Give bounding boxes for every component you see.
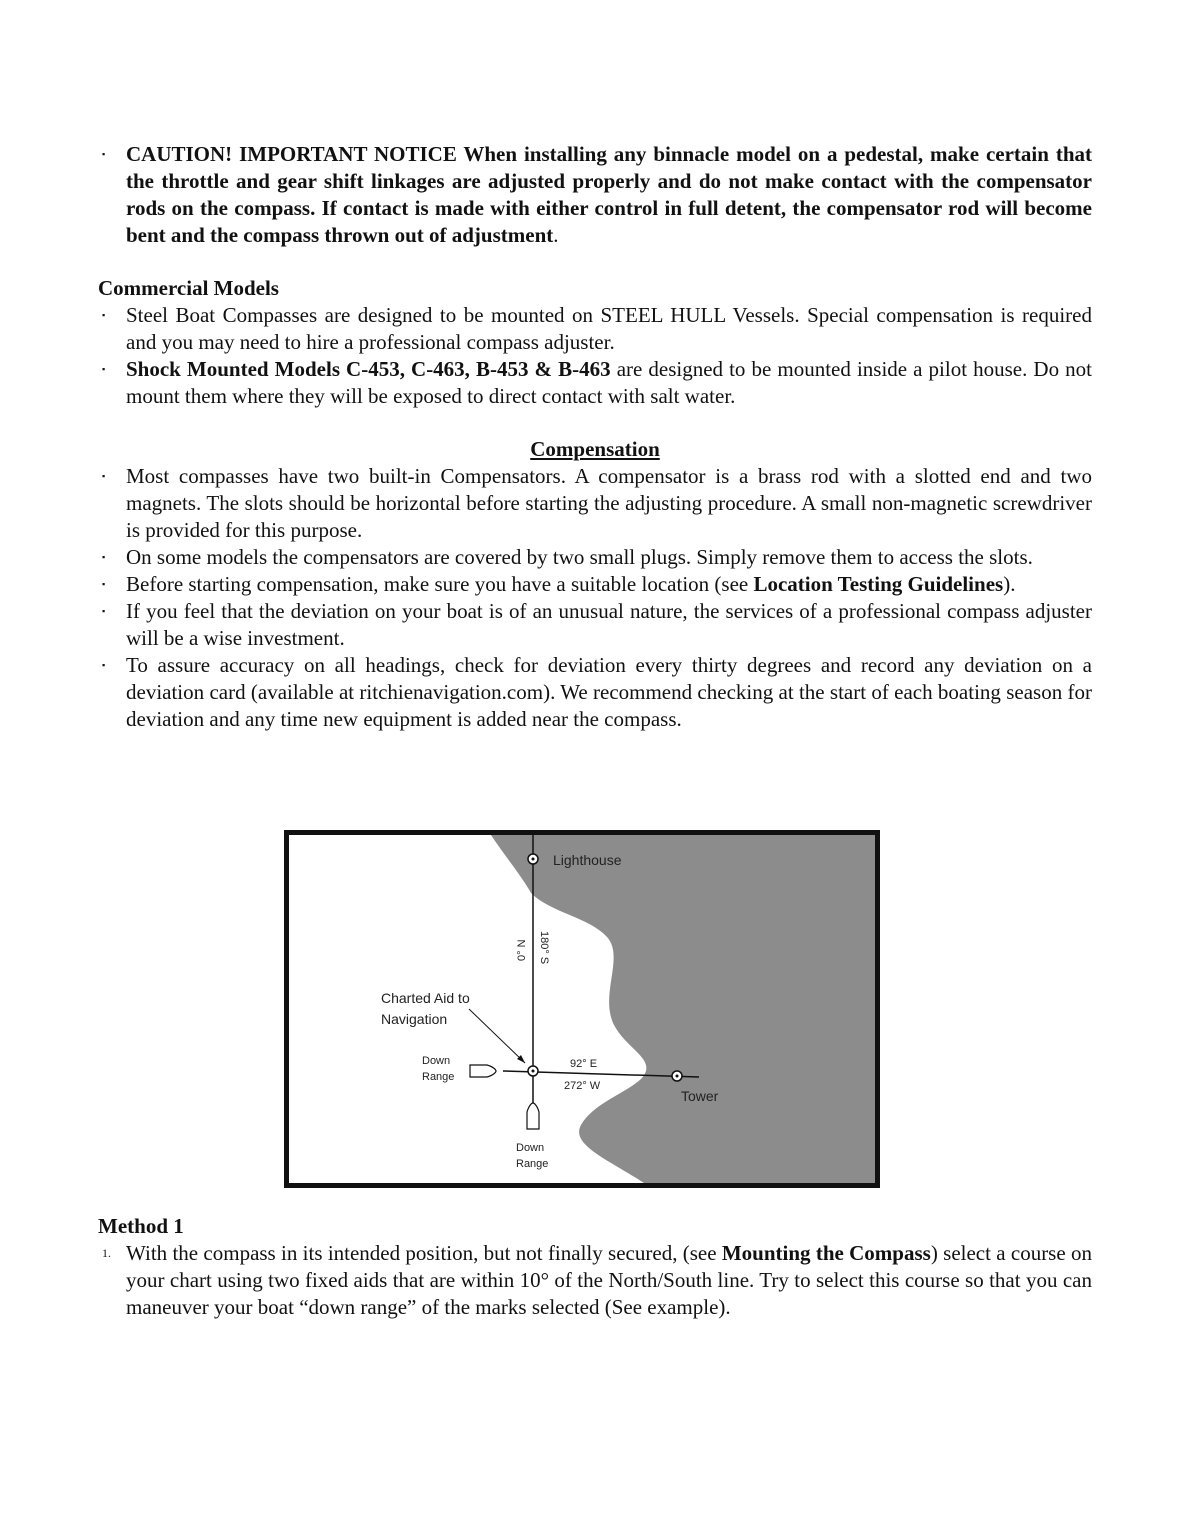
down-range-left-2: Range: [422, 1071, 455, 1083]
aid-marker: [528, 1066, 538, 1076]
item-text: ).: [1003, 572, 1016, 596]
north-label: 0° N: [516, 939, 528, 961]
pointer-arrow: [469, 1009, 525, 1063]
south-label: 180° S: [538, 931, 550, 965]
caution-notice: [98, 141, 1092, 249]
down-range-bottom-1: Down: [516, 1142, 545, 1154]
caution-text: CAUTION! IMPORTANT NOTICE When installing any binnacle model on a pedestal, make certain that the throttle and gear shift linkages are adjusted properly and do not make contact with the compensator rods on the compass. If contact is made with either control in full detent, the compensator rod will become bent and the compass thrown out of adjustment: [126, 142, 1092, 247]
item-text: Steel Boat Compasses are designed to be mounted on STEEL HULL Vessels. Special compensation is required and you may need to hire a professional compass adjuster.: [126, 303, 1092, 354]
caution-list: [98, 141, 1092, 249]
land-shape: [491, 835, 875, 1183]
list-item: [98, 1240, 1092, 1321]
model-names: Shock Mounted Models C-453, C-463, B-453 & B-463: [126, 357, 611, 381]
item-text: are designed to be mounted inside a pilot house. Do not mount them where they will be exposed to direct contact with salt water.: [126, 357, 1092, 408]
method-list: [98, 1240, 1092, 1321]
list-item: [98, 571, 1092, 598]
list-item: [98, 356, 1092, 410]
item-text: With the compass in its intended position, but not finally secured, (see: [126, 1241, 722, 1265]
list-item: ▪ If you feel that the deviation on your boat is of an unusual nature, the services of a professional compass adjuster will be a wise investment.: [98, 598, 1092, 652]
commercial-list: [98, 302, 1092, 410]
list-item: ▪ Most compasses have two built-in Compensators. A compensator is a brass rod with a slotted end and two magnets. The slots should be horizontal before starting the adjusting procedure. A small non-magnetic screwdriver is provided for this purpose.: [98, 463, 1092, 544]
list-item: ▪ On some models the compensators are covered by two small plugs. Simply remove them to access the slots.: [98, 544, 1092, 571]
down-range-bottom-2: Range: [516, 1158, 549, 1170]
boat-left-icon: [470, 1065, 496, 1077]
tower-label: Tower: [681, 1088, 719, 1104]
caution-tail: .: [553, 223, 559, 247]
compensation-heading: Compensation: [530, 437, 660, 461]
lighthouse-label: Lighthouse: [553, 852, 622, 868]
lighthouse-marker: [528, 854, 538, 864]
aid-label-1: Charted Aid to: [381, 990, 470, 1006]
east-label: 92° E: [570, 1058, 598, 1070]
list-item: [98, 302, 1092, 356]
page-content: [98, 141, 1092, 1319]
method-section: [98, 1213, 1092, 1321]
tower-marker: [672, 1071, 682, 1081]
location-testing-link: Location Testing Guidelines: [753, 572, 1004, 596]
mounting-compass-ref: Mounting the Compass: [721, 1241, 931, 1265]
list-item: ▪ To assure accuracy on all headings, check for deviation every thirty degrees and record any deviation on a deviation card (available at ritchienavigation.com). We recommend checking at the start of each boating season for deviation and any time new equipment is added near the compass.: [98, 652, 1092, 733]
range-diagram: [284, 830, 880, 1188]
down-range-left-1: Down: [422, 1055, 451, 1067]
west-label: 272° W: [564, 1080, 601, 1092]
range-diagram-svg: [289, 835, 875, 1183]
commercial-heading: Commercial Models: [98, 276, 279, 300]
compensation-list: [98, 463, 1092, 733]
item-text: Before starting compensation, make sure you have a suitable location (see: [126, 572, 754, 596]
aid-label-2: Navigation: [381, 1011, 448, 1027]
method-heading: Method 1: [98, 1214, 184, 1238]
boat-bottom-icon: [527, 1103, 539, 1129]
item-text: ) select a course on your chart using two fixed aids that are within 10° of the North/South line. Try to select this course so that you can maneuver your boat “down range” of the marks selected (See example).: [126, 1241, 1092, 1319]
